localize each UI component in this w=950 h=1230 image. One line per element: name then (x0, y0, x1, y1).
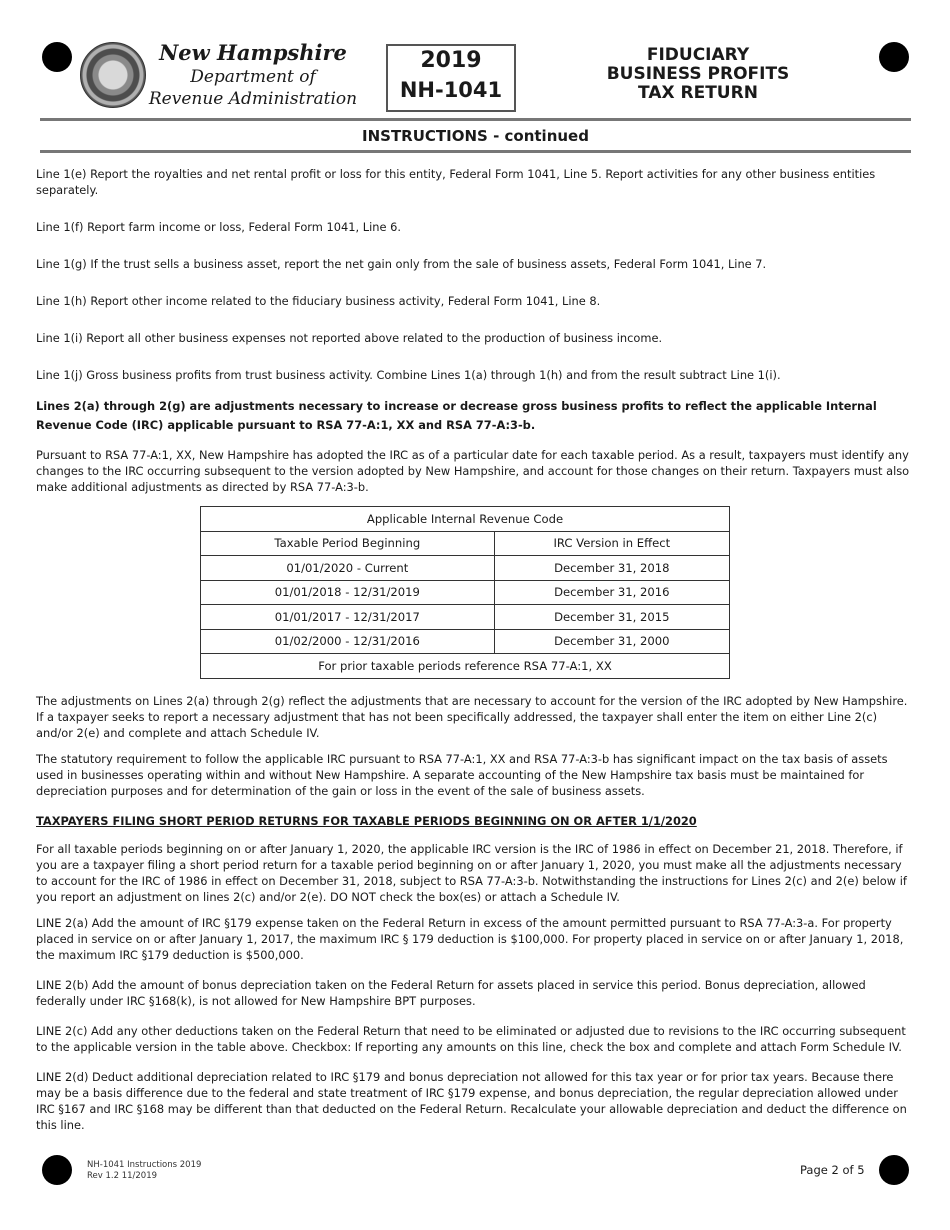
header-divider-top (40, 118, 911, 121)
form-title-line1: FIDUCIARY (646, 45, 750, 65)
table-row (201, 605, 730, 630)
table-cell: 01/01/2020 - Current (201, 556, 495, 581)
adjustments-paragraph: The adjustments on Lines 2(a) through 2(g) reflect the adjustments that are necessary to account for the version of the IRC adopted by New Hampshire. If a taxpayer seeks to report a necessary adjustment that has not been specifically addressed, the taxpayer shall enter the item on either Line 2(c) and/or 2(e) and complete and attach Schedule IV. (36, 693, 908, 740)
agency-name (148, 40, 358, 110)
header-divider-bottom (40, 150, 911, 153)
line-1h-text: Line 1(h) Report other income related to the fiduciary business activity, Federal Form 1041, Line 8. (36, 294, 601, 308)
registration-dot-icon (42, 1155, 72, 1185)
agency-line1: New Hampshire (159, 40, 347, 65)
nh-state-seal-icon (80, 42, 146, 108)
line-2c-text: LINE 2(c) Add any other deductions taken on the Federal Return that need to be eliminated or adjusted due to revisions to the IRC occurring subsequent to the applicable version in the table above. Checkbox: If reporting any amounts on this line, check the box and complete and attach Form Schedule IV. (36, 1023, 906, 1054)
irc-version-table (200, 506, 730, 679)
instructions-body (36, 166, 916, 1133)
form-number: NH-1041 (399, 78, 503, 102)
table-header: Taxable Period Beginning (201, 531, 495, 556)
agency-line2: Department of (190, 67, 316, 87)
table-cell: 01/02/2000 - 12/31/2016 (201, 629, 495, 654)
line-1j-text: Line 1(j) Gross business profits from trust business activity. Combine Lines 1(a) through 1(h) and from the result subtract Line 1(i). (36, 368, 781, 382)
line-1i-text: Line 1(i) Report all other business expenses not reported above related to the production of business income. (36, 331, 663, 345)
line-2d-text: LINE 2(d) Deduct additional depreciation related to IRC §179 and bonus depreciation not allowed for this tax year or for prior tax years. Because there may be a basis difference due to the federal and state treatment of IRC §179 expense, and bonus depreciation, the regular depreciation allowed under IRC §167 and IRC §168 may be different than that deducted on the Federal Return. Recalculate your allowable depreciation and deduct the difference on this line. (36, 1069, 907, 1132)
form-title-line3: TAX RETURN (638, 83, 758, 103)
agency-line3: Revenue Administration (148, 89, 358, 109)
page-number: Page 2 of 5 (800, 1163, 865, 1177)
table-footer: For prior taxable periods reference RSA 77-A:1, XX (201, 654, 730, 679)
registration-dot-icon (42, 42, 72, 72)
footer-form-line: NH-1041 Instructions 2019 (87, 1160, 202, 1170)
registration-dot-icon (879, 1155, 909, 1185)
form-title-line2: BUSINESS PROFITS (606, 64, 790, 84)
form-year: 2019 (420, 48, 482, 73)
table-row (201, 556, 730, 581)
table-cell: December 31, 2018 (494, 556, 729, 581)
short-period-heading: TAXPAYERS FILING SHORT PERIOD RETURNS FOR TAXABLE PERIODS BEGINNING ON OR AFTER 1/1/2020 (36, 813, 697, 828)
short-period-paragraph: For all taxable periods beginning on or after January 1, 2020, the applicable IRC version is the IRC of 1986 in effect on December 21, 2018. Therefore, if you are a taxpayer filing a short period return for a taxable period beginning on or after January 1, 2020, you must make all the adjustments necessary to account for the IRC of 1986 in effect on December 31, 2018, subject to RSA 77-A:3-b. Notwithstanding the instructions for Lines 2(c) and 2(e) below if you report an adjustment on lines 2(c) and/or 2(e). DO NOT check the box(es) or attach a Schedule IV. (36, 841, 907, 904)
table-cell: December 31, 2015 (494, 605, 729, 630)
registration-dot-icon (879, 42, 909, 72)
table-row (201, 629, 730, 654)
table-cell: 01/01/2018 - 12/31/2019 (201, 580, 495, 605)
line-1g-text: Line 1(g) If the trust sells a business asset, report the net gain only from the sale of business assets, Federal Form 1041, Line 7. (36, 257, 767, 271)
form-title (590, 46, 806, 103)
form-id-box (386, 44, 516, 112)
table-cell: December 31, 2016 (494, 580, 729, 605)
table-row (201, 580, 730, 605)
table-footer-row (201, 654, 730, 679)
table-header: IRC Version in Effect (494, 531, 729, 556)
adjustments-heading: Lines 2(a) through 2(g) are adjustments necessary to increase or decrease gross business profits to reflect the applicable Internal Revenue Code (IRC) applicable pursuant to RSA 77-A:1, XX and RSA 77-A:3-b. (36, 399, 877, 432)
table-cell: 01/01/2017 - 12/31/2017 (201, 605, 495, 630)
line-1f-text: Line 1(f) Report farm income or loss, Federal Form 1041, Line 6. (36, 220, 401, 234)
table-cell: December 31, 2000 (494, 629, 729, 654)
table-title-row (201, 507, 730, 532)
table-title: Applicable Internal Revenue Code (201, 507, 730, 532)
footer-form-info (87, 1160, 201, 1182)
line-1e-text: Line 1(e) Report the royalties and net rental profit or loss for this entity, Federal Form 1041, Line 5. Report activities for any other business entities separately. (36, 167, 876, 197)
line-2a-text: LINE 2(a) Add the amount of IRC §179 expense taken on the Federal Return in excess of the amount permitted pursuant to RSA 77-A:3-a. For property placed in service on or after January 1, 2017, the maximum IRC § 179 deduction is $100,000. For property placed in service on or after January 1, 2018, the maximum IRC §179 deduction is $500,000. (36, 915, 904, 962)
pursuant-paragraph: Pursuant to RSA 77-A:1, XX, New Hampshire has adopted the IRC as of a particular date for each taxable period. As a result, taxpayers must identify any changes to the IRC occurring subsequent to the version adopted by New Hampshire, and account for those changes on their return. Taxpayers must also make additional adjustments as directed by RSA 77-A:3-b. (36, 448, 910, 494)
line-2b-text: LINE 2(b) Add the amount of bonus depreciation taken on the Federal Return for assets placed in service this period. Bonus depreciation, allowed federally under IRC §168(k), is not allowed for New Hampshire BPT purposes. (36, 977, 866, 1008)
section-title: INSTRUCTIONS - continued (362, 127, 589, 145)
table-header-row (201, 531, 730, 556)
footer-rev-line: Rev 1.2 11/2019 (87, 1171, 158, 1181)
statutory-paragraph: The statutory requirement to follow the applicable IRC pursuant to RSA 77-A:1, XX and RSA 77-A:3-b has significant impact on the tax basis of assets used in businesses operating within and without New Hampshire. A separate accounting of the New Hampshire tax basis must be maintained for depreciation purposes and for determination of the gain or loss in the event of the sale of business assets. (36, 751, 888, 798)
